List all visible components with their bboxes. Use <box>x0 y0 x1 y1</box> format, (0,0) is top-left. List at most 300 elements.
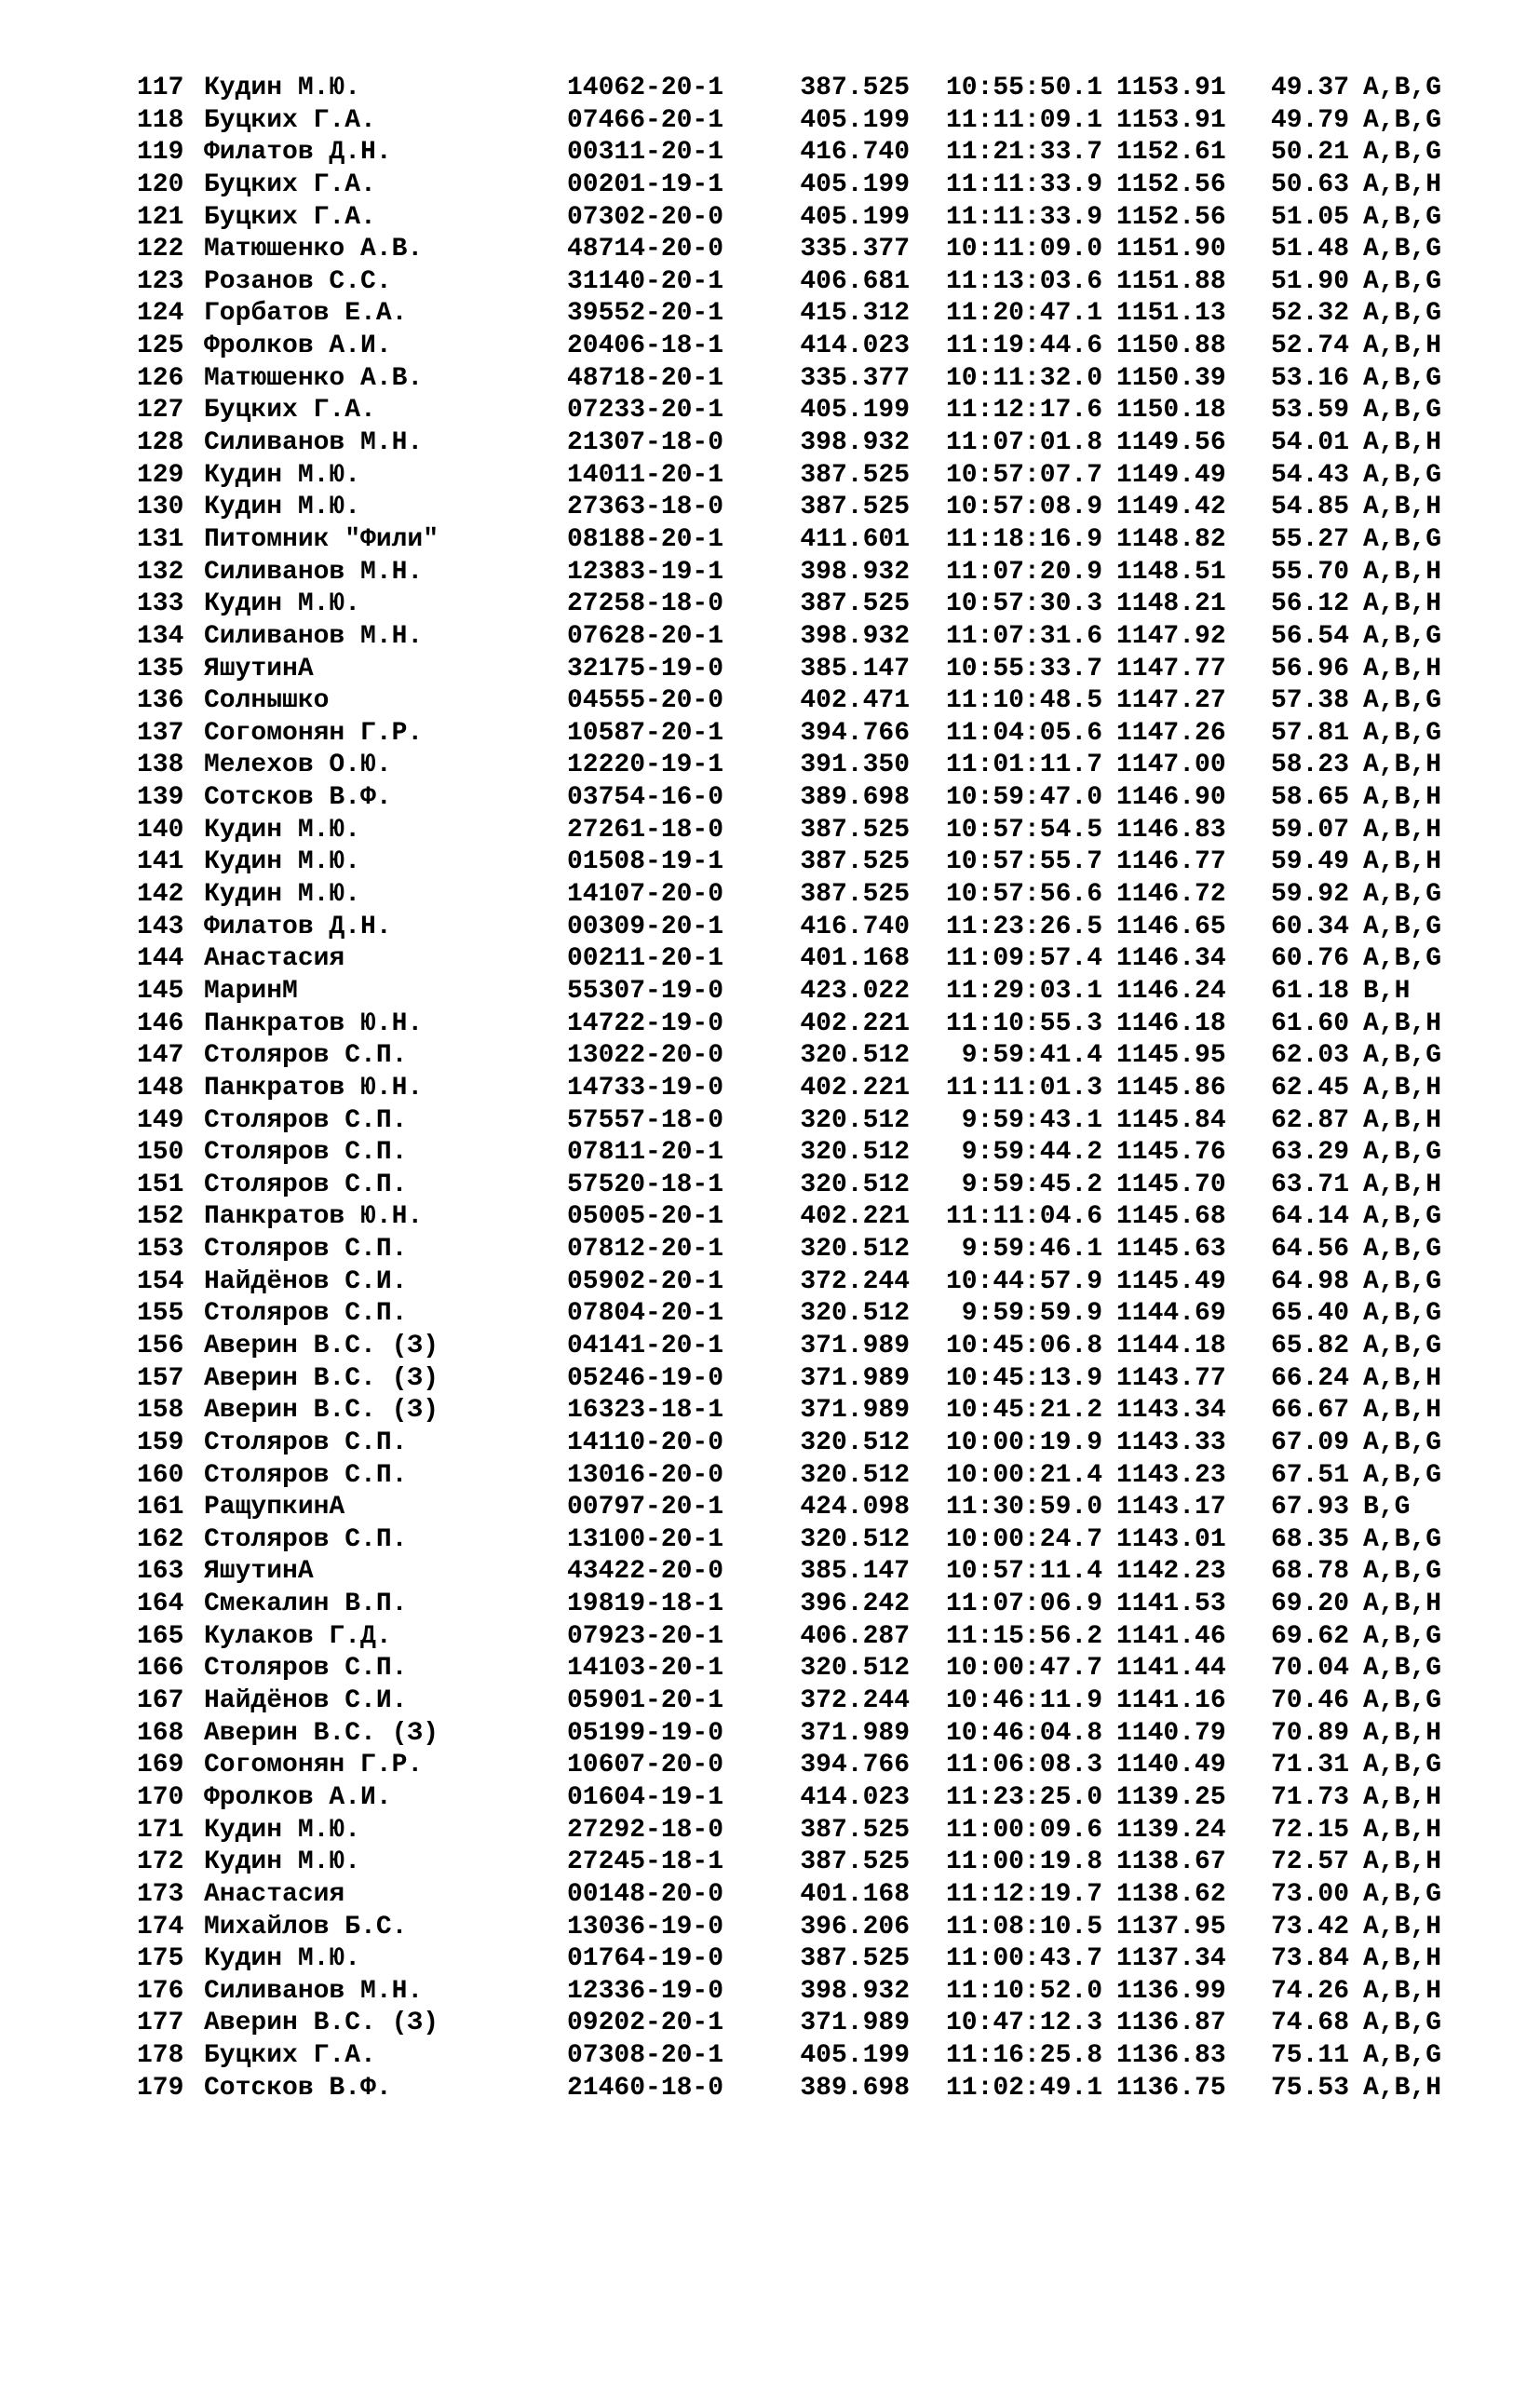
arrival-time: 10:47:12.3 <box>945 2009 1102 2038</box>
owner-name: Кудин М.Ю. <box>204 493 361 522</box>
ring-number: 27258-18-0 <box>567 589 724 619</box>
classes-value: A,B,G <box>1363 460 1442 490</box>
speed-value: 1140.49 <box>1116 1751 1226 1780</box>
ring-number: 10607-20-0 <box>567 1751 724 1780</box>
table-row <box>137 976 1478 1008</box>
table-row <box>137 1589 1478 1621</box>
speed-value: 1146.90 <box>1116 783 1226 813</box>
distance-km: 405.199 <box>800 105 910 135</box>
coefficient-value: 66.67 <box>1271 1396 1350 1426</box>
speed-value: 1145.86 <box>1116 1073 1226 1103</box>
place-number: 156 <box>137 1331 184 1360</box>
ring-number: 07811-20-1 <box>567 1138 724 1168</box>
distance-km: 387.525 <box>800 880 910 910</box>
place-number: 146 <box>137 1008 184 1038</box>
table-row <box>137 1298 1478 1331</box>
owner-name: Кудин М.Ю. <box>204 1815 361 1845</box>
speed-value: 1136.87 <box>1116 2009 1226 2038</box>
place-number: 118 <box>137 105 184 135</box>
owner-name: Горбатов Е.А. <box>204 299 408 329</box>
ring-number: 10587-20-1 <box>567 718 724 748</box>
coefficient-value: 59.49 <box>1271 847 1350 877</box>
distance-km: 402.471 <box>800 686 910 716</box>
place-number: 177 <box>137 2009 184 2038</box>
classes-value: A,B,H <box>1363 1590 1442 1619</box>
place-number: 129 <box>137 460 184 490</box>
place-number: 127 <box>137 396 184 426</box>
owner-name: Аверин В.С. (З) <box>204 2009 439 2038</box>
distance-km: 401.168 <box>800 944 910 974</box>
distance-km: 371.989 <box>800 1331 910 1360</box>
ring-number: 07804-20-1 <box>567 1299 724 1329</box>
arrival-time: 10:46:11.9 <box>945 1686 1102 1716</box>
arrival-time: 11:11:09.1 <box>945 105 1102 135</box>
speed-value: 1138.62 <box>1116 1879 1226 1909</box>
speed-value: 1146.18 <box>1116 1008 1226 1038</box>
arrival-time: 10:59:47.0 <box>945 783 1102 813</box>
classes-value: A,B,G <box>1363 912 1442 941</box>
distance-km: 371.989 <box>800 1396 910 1426</box>
ring-number: 00309-20-1 <box>567 912 724 941</box>
arrival-time: 9:59:45.2 <box>961 1170 1102 1199</box>
distance-km: 335.377 <box>800 363 910 393</box>
owner-name: Кудин М.Ю. <box>204 589 361 619</box>
table-row <box>137 1556 1478 1589</box>
coefficient-value: 66.24 <box>1271 1363 1350 1393</box>
owner-name: Найдёнов С.И. <box>204 1686 408 1716</box>
owner-name: Силиванов М.Н. <box>204 428 424 458</box>
table-row <box>137 1879 1478 1912</box>
ring-number: 12336-19-0 <box>567 1976 724 2006</box>
owner-name: Найдёнов С.И. <box>204 1266 408 1296</box>
classes-value: A,B,H <box>1363 169 1442 199</box>
coefficient-value: 62.87 <box>1271 1105 1350 1135</box>
coefficient-value: 69.20 <box>1271 1590 1350 1619</box>
classes-value: A,B,G <box>1363 1524 1442 1554</box>
owner-name: Розанов С.С. <box>204 266 392 296</box>
ring-number: 05246-19-0 <box>567 1363 724 1393</box>
arrival-time: 11:02:49.1 <box>945 2073 1102 2103</box>
speed-value: 1136.75 <box>1116 2073 1226 2103</box>
owner-name: МаринМ <box>204 976 298 1006</box>
classes-value: A,B,H <box>1363 2073 1442 2103</box>
speed-value: 1146.83 <box>1116 815 1226 845</box>
distance-km: 394.766 <box>800 718 910 748</box>
owner-name: Столяров С.П. <box>204 1299 408 1329</box>
speed-value: 1145.63 <box>1116 1235 1226 1265</box>
arrival-time: 11:29:03.1 <box>945 976 1102 1006</box>
coefficient-value: 52.74 <box>1271 332 1350 361</box>
table-row <box>137 234 1478 266</box>
ring-number: 00211-20-1 <box>567 944 724 974</box>
table-row <box>137 1073 1478 1105</box>
arrival-time: 11:07:06.9 <box>945 1590 1102 1619</box>
table-row <box>137 2073 1478 2105</box>
arrival-time: 11:10:52.0 <box>945 1976 1102 2006</box>
ring-number: 55307-19-0 <box>567 976 724 1006</box>
distance-km: 394.766 <box>800 1751 910 1780</box>
arrival-time: 10:57:30.3 <box>945 589 1102 619</box>
table-row <box>137 524 1478 557</box>
arrival-time: 9:59:46.1 <box>961 1235 1102 1265</box>
place-number: 138 <box>137 751 184 780</box>
coefficient-value: 53.16 <box>1271 363 1350 393</box>
distance-km: 406.681 <box>800 266 910 296</box>
classes-value: A,B,G <box>1363 202 1442 232</box>
ring-number: 19819-18-1 <box>567 1590 724 1619</box>
ring-number: 14011-20-1 <box>567 460 724 490</box>
coefficient-value: 51.90 <box>1271 266 1350 296</box>
coefficient-value: 55.70 <box>1271 557 1350 587</box>
ring-number: 03754-16-0 <box>567 783 724 813</box>
ring-number: 07466-20-1 <box>567 105 724 135</box>
distance-km: 405.199 <box>800 202 910 232</box>
owner-name: Буцких Г.А. <box>204 2041 376 2071</box>
coefficient-value: 57.38 <box>1271 686 1350 716</box>
coefficient-value: 49.79 <box>1271 105 1350 135</box>
owner-name: Кулаков Г.Д. <box>204 1621 392 1651</box>
ring-number: 48718-20-1 <box>567 363 724 393</box>
classes-value: A,B,G <box>1363 363 1442 393</box>
arrival-time: 10:46:04.8 <box>945 1718 1102 1748</box>
arrival-time: 10:55:33.7 <box>945 654 1102 683</box>
arrival-time: 11:10:48.5 <box>945 686 1102 716</box>
classes-value: A,B,G <box>1363 138 1442 168</box>
place-number: 123 <box>137 266 184 296</box>
speed-value: 1142.23 <box>1116 1557 1226 1587</box>
ring-number: 00797-20-1 <box>567 1493 724 1522</box>
table-row <box>137 202 1478 235</box>
distance-km: 387.525 <box>800 1815 910 1845</box>
distance-km: 398.932 <box>800 1976 910 2006</box>
arrival-time: 11:07:20.9 <box>945 557 1102 587</box>
distance-km: 401.168 <box>800 1879 910 1909</box>
place-number: 128 <box>137 428 184 458</box>
classes-value: A,B,G <box>1363 880 1442 910</box>
place-number: 171 <box>137 1815 184 1845</box>
owner-name: Анастасия <box>204 944 345 974</box>
owner-name: Столяров С.П. <box>204 1105 408 1135</box>
owner-name: ЯшутинА <box>204 654 314 683</box>
distance-km: 320.512 <box>800 1235 910 1265</box>
ring-number: 05199-19-0 <box>567 1718 724 1748</box>
speed-value: 1146.34 <box>1116 944 1226 974</box>
distance-km: 423.022 <box>800 976 910 1006</box>
ring-number: 13016-20-0 <box>567 1460 724 1490</box>
table-row <box>137 750 1478 782</box>
speed-value: 1148.51 <box>1116 557 1226 587</box>
speed-value: 1143.23 <box>1116 1460 1226 1490</box>
owner-name: Матюшенко А.В. <box>204 235 424 264</box>
table-row <box>137 73 1478 105</box>
speed-value: 1141.44 <box>1116 1654 1226 1684</box>
speed-value: 1145.68 <box>1116 1202 1226 1232</box>
coefficient-value: 55.27 <box>1271 524 1350 554</box>
speed-value: 1145.76 <box>1116 1138 1226 1168</box>
distance-km: 320.512 <box>800 1170 910 1199</box>
classes-value: A,B,G <box>1363 718 1442 748</box>
coefficient-value: 54.01 <box>1271 428 1350 458</box>
place-number: 169 <box>137 1751 184 1780</box>
ring-number: 48714-20-0 <box>567 235 724 264</box>
distance-km: 320.512 <box>800 1524 910 1554</box>
table-row <box>137 1040 1478 1073</box>
distance-km: 320.512 <box>800 1428 910 1457</box>
table-row <box>137 685 1478 718</box>
speed-value: 1149.56 <box>1116 428 1226 458</box>
distance-km: 320.512 <box>800 1041 910 1071</box>
owner-name: Сотсков В.Ф. <box>204 783 392 813</box>
ring-number: 57520-18-1 <box>567 1170 724 1199</box>
speed-value: 1140.79 <box>1116 1718 1226 1748</box>
ring-number: 14062-20-1 <box>567 74 724 102</box>
distance-km: 387.525 <box>800 460 910 490</box>
ring-number: 21460-18-0 <box>567 2073 724 2103</box>
table-row <box>137 395 1478 427</box>
table-row <box>137 1266 1478 1299</box>
speed-value: 1148.82 <box>1116 524 1226 554</box>
owner-name: Аверин В.С. (З) <box>204 1363 439 1393</box>
distance-km: 398.932 <box>800 621 910 651</box>
table-row <box>137 460 1478 493</box>
arrival-time: 11:01:11.7 <box>945 751 1102 780</box>
arrival-time: 11:11:01.3 <box>945 1073 1102 1103</box>
distance-km: 387.525 <box>800 847 910 877</box>
distance-km: 387.525 <box>800 493 910 522</box>
owner-name: Согомонян Г.Р. <box>204 1751 424 1780</box>
speed-value: 1153.91 <box>1116 105 1226 135</box>
coefficient-value: 51.48 <box>1271 235 1350 264</box>
classes-value: A,B,G <box>1363 686 1442 716</box>
classes-value: A,B,H <box>1363 557 1442 587</box>
arrival-time: 10:00:21.4 <box>945 1460 1102 1490</box>
coefficient-value: 65.82 <box>1271 1331 1350 1360</box>
classes-value: A,B,G <box>1363 74 1442 102</box>
table-row <box>137 2008 1478 2040</box>
arrival-time: 10:57:11.4 <box>945 1557 1102 1587</box>
table-row <box>137 363 1478 396</box>
coefficient-value: 74.26 <box>1271 1976 1350 2006</box>
owner-name: Смекалин В.П. <box>204 1590 408 1619</box>
ring-number: 00311-20-1 <box>567 138 724 168</box>
classes-value: A,B,H <box>1363 1363 1442 1393</box>
arrival-time: 11:12:19.7 <box>945 1879 1102 1909</box>
table-row <box>137 1395 1478 1428</box>
classes-value: A,B,G <box>1363 1686 1442 1716</box>
speed-value: 1139.25 <box>1116 1782 1226 1812</box>
coefficient-value: 73.00 <box>1271 1879 1350 1909</box>
place-number: 176 <box>137 1976 184 2006</box>
classes-value: A,B,G <box>1363 1557 1442 1587</box>
classes-value: A,B,G <box>1363 524 1442 554</box>
speed-value: 1145.49 <box>1116 1266 1226 1296</box>
place-number: 121 <box>137 202 184 232</box>
speed-value: 1150.88 <box>1116 332 1226 361</box>
place-number: 157 <box>137 1363 184 1393</box>
owner-name: Филатов Д.Н. <box>204 912 392 941</box>
classes-value: A,B,H <box>1363 493 1442 522</box>
owner-name: Панкратов Ю.Н. <box>204 1202 424 1232</box>
ring-number: 04141-20-1 <box>567 1331 724 1360</box>
ring-number: 12220-19-1 <box>567 751 724 780</box>
owner-name: Кудин М.Ю. <box>204 74 361 102</box>
place-number: 145 <box>137 976 184 1006</box>
owner-name: ЯшутинА <box>204 1557 314 1587</box>
place-number: 139 <box>137 783 184 813</box>
speed-value: 1136.99 <box>1116 1976 1226 2006</box>
coefficient-value: 70.89 <box>1271 1718 1350 1748</box>
ring-number: 14722-19-0 <box>567 1008 724 1038</box>
owner-name: Мелехов О.Ю. <box>204 751 392 780</box>
classes-value: A,B,H <box>1363 1073 1442 1103</box>
speed-value: 1152.56 <box>1116 202 1226 232</box>
speed-value: 1151.88 <box>1116 266 1226 296</box>
place-number: 166 <box>137 1654 184 1684</box>
ring-number: 12383-19-1 <box>567 557 724 587</box>
owner-name: Кудин М.Ю. <box>204 460 361 490</box>
table-row <box>137 1201 1478 1234</box>
table-row <box>137 492 1478 524</box>
coefficient-value: 61.60 <box>1271 1008 1350 1038</box>
classes-value: A,B,G <box>1363 299 1442 329</box>
ring-number: 01764-19-0 <box>567 1944 724 1974</box>
classes-value: A,B,H <box>1363 1782 1442 1812</box>
speed-value: 1144.69 <box>1116 1299 1226 1329</box>
place-number: 143 <box>137 912 184 941</box>
owner-name: Аверин В.С. (З) <box>204 1396 439 1426</box>
classes-value: A,B,G <box>1363 1266 1442 1296</box>
arrival-time: 11:30:59.0 <box>945 1493 1102 1522</box>
table-row <box>137 1750 1478 1782</box>
place-number: 162 <box>137 1524 184 1554</box>
place-number: 117 <box>137 74 184 102</box>
table-row <box>137 1460 1478 1493</box>
classes-value: A,B,H <box>1363 815 1442 845</box>
table-row <box>137 1008 1478 1041</box>
speed-value: 1144.18 <box>1116 1331 1226 1360</box>
table-row <box>137 1815 1478 1847</box>
classes-value: A,B,G <box>1363 1331 1442 1360</box>
coefficient-value: 67.93 <box>1271 1493 1350 1522</box>
place-number: 131 <box>137 524 184 554</box>
ring-number: 07812-20-1 <box>567 1235 724 1265</box>
table-row <box>137 782 1478 815</box>
arrival-time: 11:11:33.9 <box>945 202 1102 232</box>
table-row <box>137 1782 1478 1815</box>
ring-number: 21307-18-0 <box>567 428 724 458</box>
owner-name: Филатов Д.Н. <box>204 138 392 168</box>
table-row <box>137 1847 1478 1879</box>
arrival-time: 11:11:04.6 <box>945 1202 1102 1232</box>
coefficient-value: 71.73 <box>1271 1782 1350 1812</box>
table-row <box>137 1492 1478 1524</box>
classes-value: A,B,H <box>1363 1170 1442 1199</box>
speed-value: 1150.39 <box>1116 363 1226 393</box>
ring-number: 14733-19-0 <box>567 1073 724 1103</box>
ring-number: 09202-20-1 <box>567 2009 724 2038</box>
speed-value: 1141.16 <box>1116 1686 1226 1716</box>
ring-number: 27261-18-0 <box>567 815 724 845</box>
arrival-time: 11:07:01.8 <box>945 428 1102 458</box>
distance-km: 416.740 <box>800 912 910 941</box>
arrival-time: 10:00:47.7 <box>945 1654 1102 1684</box>
place-number: 150 <box>137 1138 184 1168</box>
arrival-time: 11:10:55.3 <box>945 1008 1102 1038</box>
ring-number: 39552-20-1 <box>567 299 724 329</box>
coefficient-value: 62.45 <box>1271 1073 1350 1103</box>
coefficient-value: 68.35 <box>1271 1524 1350 1554</box>
ring-number: 13022-20-0 <box>567 1041 724 1071</box>
speed-value: 1137.34 <box>1116 1944 1226 1974</box>
speed-value: 1153.91 <box>1116 74 1226 102</box>
distance-km: 398.932 <box>800 428 910 458</box>
coefficient-value: 59.07 <box>1271 815 1350 845</box>
speed-value: 1151.13 <box>1116 299 1226 329</box>
arrival-time: 10:44:57.9 <box>945 1266 1102 1296</box>
place-number: 174 <box>137 1912 184 1942</box>
ring-number: 32175-19-0 <box>567 654 724 683</box>
speed-value: 1147.26 <box>1116 718 1226 748</box>
arrival-time: 10:45:06.8 <box>945 1331 1102 1360</box>
owner-name: Михайлов Б.С. <box>204 1912 408 1942</box>
coefficient-value: 63.71 <box>1271 1170 1350 1199</box>
coefficient-value: 56.96 <box>1271 654 1350 683</box>
speed-value: 1147.27 <box>1116 686 1226 716</box>
classes-value: A,B,G <box>1363 944 1442 974</box>
classes-value: A,B,H <box>1363 751 1442 780</box>
place-number: 175 <box>137 1944 184 1974</box>
arrival-time: 11:00:19.8 <box>945 1847 1102 1877</box>
table-row <box>137 137 1478 169</box>
coefficient-value: 57.81 <box>1271 718 1350 748</box>
ring-number: 14103-20-1 <box>567 1654 724 1684</box>
classes-value: B,H <box>1363 976 1411 1006</box>
arrival-time: 11:08:10.5 <box>945 1912 1102 1942</box>
table-row <box>137 1363 1478 1396</box>
speed-value: 1137.95 <box>1116 1912 1226 1942</box>
table-row <box>137 557 1478 589</box>
place-number: 147 <box>137 1041 184 1071</box>
owner-name: Столяров С.П. <box>204 1170 408 1199</box>
speed-value: 1145.70 <box>1116 1170 1226 1199</box>
table-row <box>137 1524 1478 1557</box>
speed-value: 1152.61 <box>1116 138 1226 168</box>
arrival-time: 10:00:24.7 <box>945 1524 1102 1554</box>
place-number: 125 <box>137 332 184 361</box>
arrival-time: 10:57:54.5 <box>945 815 1102 845</box>
ring-number: 16323-18-1 <box>567 1396 724 1426</box>
ring-number: 00201-19-1 <box>567 169 724 199</box>
owner-name: Матюшенко А.В. <box>204 363 424 393</box>
distance-km: 389.698 <box>800 2073 910 2103</box>
place-number: 140 <box>137 815 184 845</box>
arrival-time: 10:00:19.9 <box>945 1428 1102 1457</box>
owner-name: РащупкинА <box>204 1493 345 1522</box>
arrival-time: 11:07:31.6 <box>945 621 1102 651</box>
table-row <box>137 846 1478 879</box>
coefficient-value: 58.65 <box>1271 783 1350 813</box>
distance-km: 335.377 <box>800 235 910 264</box>
classes-value: A,B,H <box>1363 847 1442 877</box>
classes-value: A,B,H <box>1363 1815 1442 1845</box>
speed-value: 1143.77 <box>1116 1363 1226 1393</box>
coefficient-value: 52.32 <box>1271 299 1350 329</box>
speed-value: 1145.84 <box>1116 1105 1226 1135</box>
owner-name: Буцких Г.А. <box>204 169 376 199</box>
classes-value: A,B,G <box>1363 621 1442 651</box>
coefficient-value: 70.46 <box>1271 1686 1350 1716</box>
place-number: 179 <box>137 2073 184 2103</box>
